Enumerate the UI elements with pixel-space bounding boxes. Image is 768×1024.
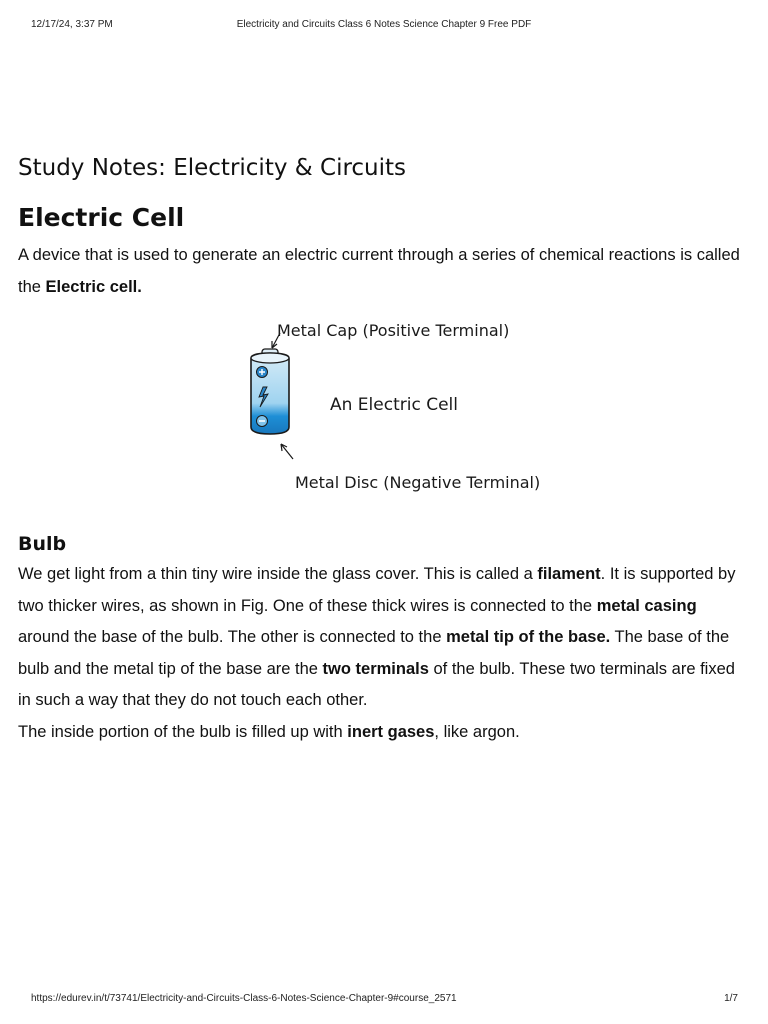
text-run: We get light from a thin tiny wire inside the glass cover. This is called a xyxy=(18,565,538,583)
print-header xyxy=(0,19,768,33)
print-footer xyxy=(0,993,768,1007)
bold-term-inert-gases: inert gases xyxy=(347,722,435,741)
print-page-number: 1/7 xyxy=(724,993,738,1004)
section-heading-bulb: Bulb xyxy=(18,533,67,555)
page-title: Study Notes: Electricity & Circuits xyxy=(18,155,407,181)
bold-term-electric-cell: Electric cell. xyxy=(45,277,142,296)
figure-label-electric-cell: An Electric Cell xyxy=(330,395,458,415)
print-url: https://edurev.in/t/73741/Electricity-and-Circuits-Class-6-Notes-Science-Chapter-9#course_2571 xyxy=(31,993,457,1004)
paragraph-bulb xyxy=(18,559,750,717)
print-page-title: Electricity and Circuits Class 6 Notes Science Chapter 9 Free PDF xyxy=(236,19,532,30)
bold-term-metal-tip: metal tip of the base. xyxy=(446,628,611,646)
text-run: The base of the bulb and the metal tip of the base are the xyxy=(18,628,730,678)
text-run: . It is supported by two thicker wires, as shown in Fig. One of these thick wires is connected to the xyxy=(18,565,736,615)
figure-label-metal-disc: Metal Disc (Negative Terminal) xyxy=(295,473,541,492)
document-content xyxy=(18,150,750,748)
section-heading-electric-cell: Electric Cell xyxy=(18,203,185,232)
text-run: , like argon. xyxy=(434,722,520,741)
bold-term-two-terminals: two terminals xyxy=(322,659,429,678)
figure-label-metal-cap: Metal Cap (Positive Terminal) xyxy=(277,321,510,340)
paragraph-electric-cell xyxy=(18,240,750,303)
text-run: of the bulb. These two terminals are fixed in such a way that they do not touch each other. xyxy=(18,659,735,709)
electric-cell-figure xyxy=(18,309,750,515)
text-run: The inside portion of the bulb is filled up with xyxy=(18,722,348,741)
bold-term-metal-casing: metal casing xyxy=(596,596,697,615)
text-run: A device that is used to generate an electric current through a series of chemical reactions is called the xyxy=(18,246,740,296)
paragraph-inert-gases xyxy=(18,717,750,749)
text-run: around the base of the bulb. The other is connected to the xyxy=(18,628,447,646)
print-datetime: 12/17/24, 3:37 PM xyxy=(31,19,113,30)
bold-term-filament: filament xyxy=(537,565,601,583)
